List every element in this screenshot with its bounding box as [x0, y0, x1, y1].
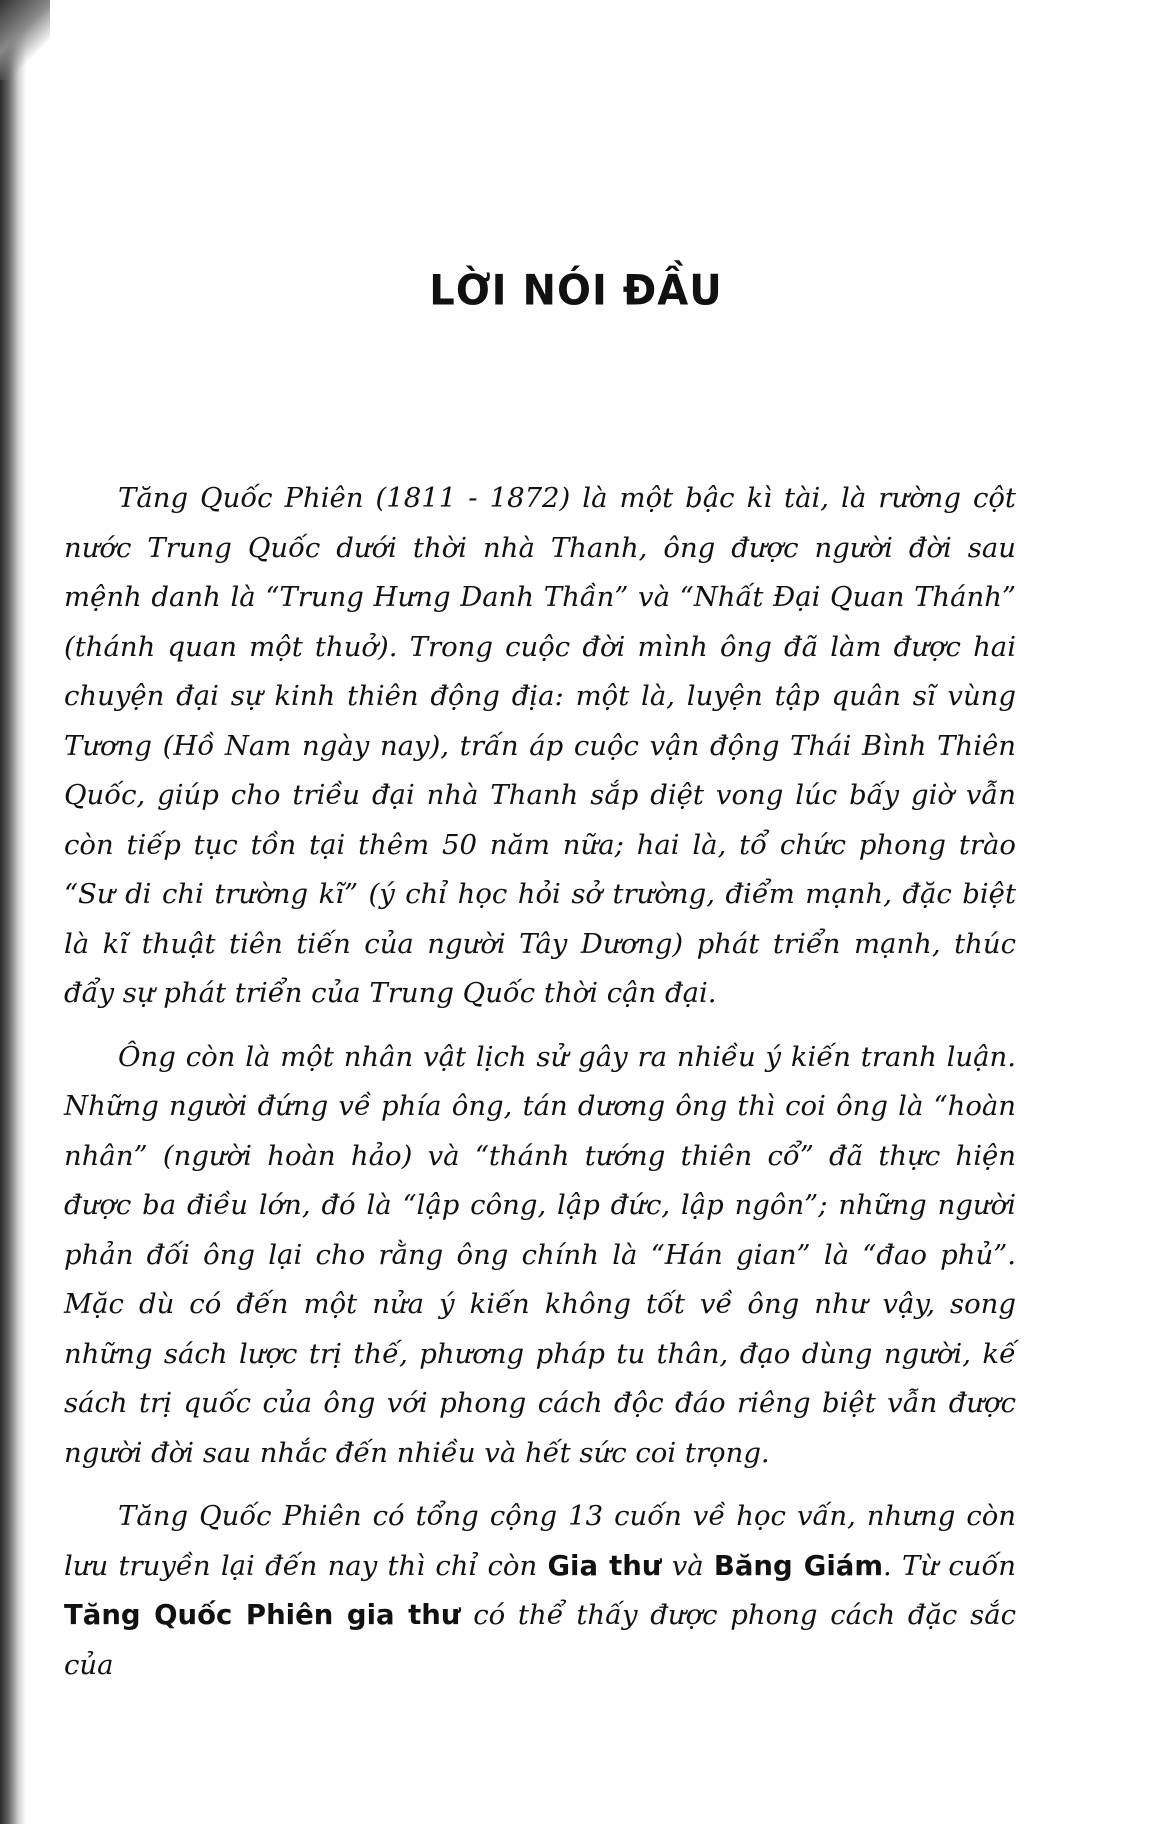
book-title-full: Tăng Quốc Phiên gia thư	[64, 1599, 461, 1631]
page-title: LỜI NÓI ĐẦU	[429, 266, 723, 316]
book-title-gia-thu: Gia thư	[547, 1549, 662, 1582]
paragraph-1: Tăng Quốc Phiên (1811 - 1872) là một bậc kì tài, là rường cột nước Trung Quốc dưới thời nhà Thanh, ông được người đời sau mệnh danh là “Trung Hưng Danh Thần” và “Nhất Đại Quan Thánh” (thánh quan một thuở). Trong cuộc đời mình ông đã làm được hai chuyện đại sự kinh thiên động địa: một là, luyện tập quân sĩ vùng Tương (Hồ Nam ngày nay), trấn áp cuộc vận động Thái Bình Thiên Quốc, giúp cho triều đại nhà Thanh sắp diệt vong lúc bấy giờ vẫn còn tiếp tục tồn tại thêm 50 năm nữa; hai là, tổ chức phong trào “Sư di chi trường kĩ” (ý chỉ học hỏi sở trường, điểm mạnh, đặc biệt là kĩ thuật tiên tiến của người Tây Dương) phát triển mạnh, thúc đẩy sự phát triển của Trung Quốc thời cận đại.	[64, 482, 1016, 1009]
paragraph-3	[64, 1492, 1016, 1690]
preface-body	[64, 474, 1016, 1704]
book-title-bang-giam: Băng Giám	[713, 1549, 883, 1582]
paragraph-3-text-a: Tăng Quốc Phiên có tổng cộng 13 cuốn về học vấn, nhưng còn lưu truyền lại đến nay thì chỉ còn	[64, 1500, 1016, 1582]
paragraph-3-text-c: . Từ cuốn	[883, 1549, 1016, 1582]
paragraph-3-text-b: và	[661, 1549, 714, 1582]
paragraph-2: Ông còn là một nhân vật lịch sử gây ra nhiều ý kiến tranh luận. Những người đứng về phía ông, tán dương ông thì coi ông là “hoàn nhân” (người hoàn hảo) và “thánh tướng thiên cổ” đã thực hiện được ba điều lớn, đó là “lập công, lập đức, lập ngôn”; những người phản đối ông lại cho rằng ông chính là “Hán gian” là “đao phủ”. Mặc dù có đến một nửa ý kiến không tốt về ông như vậy, song những sách lược trị thế, phương pháp tu thân, đạo dùng người, kế sách trị quốc của ông với phong cách độc đáo riêng biệt vẫn được người đời sau nhắc đến nhiều và hết sức coi trọng.	[64, 1040, 1016, 1469]
paragraph-3-text-d: có thể thấy được phong cách đặc sắc của	[64, 1599, 1016, 1681]
